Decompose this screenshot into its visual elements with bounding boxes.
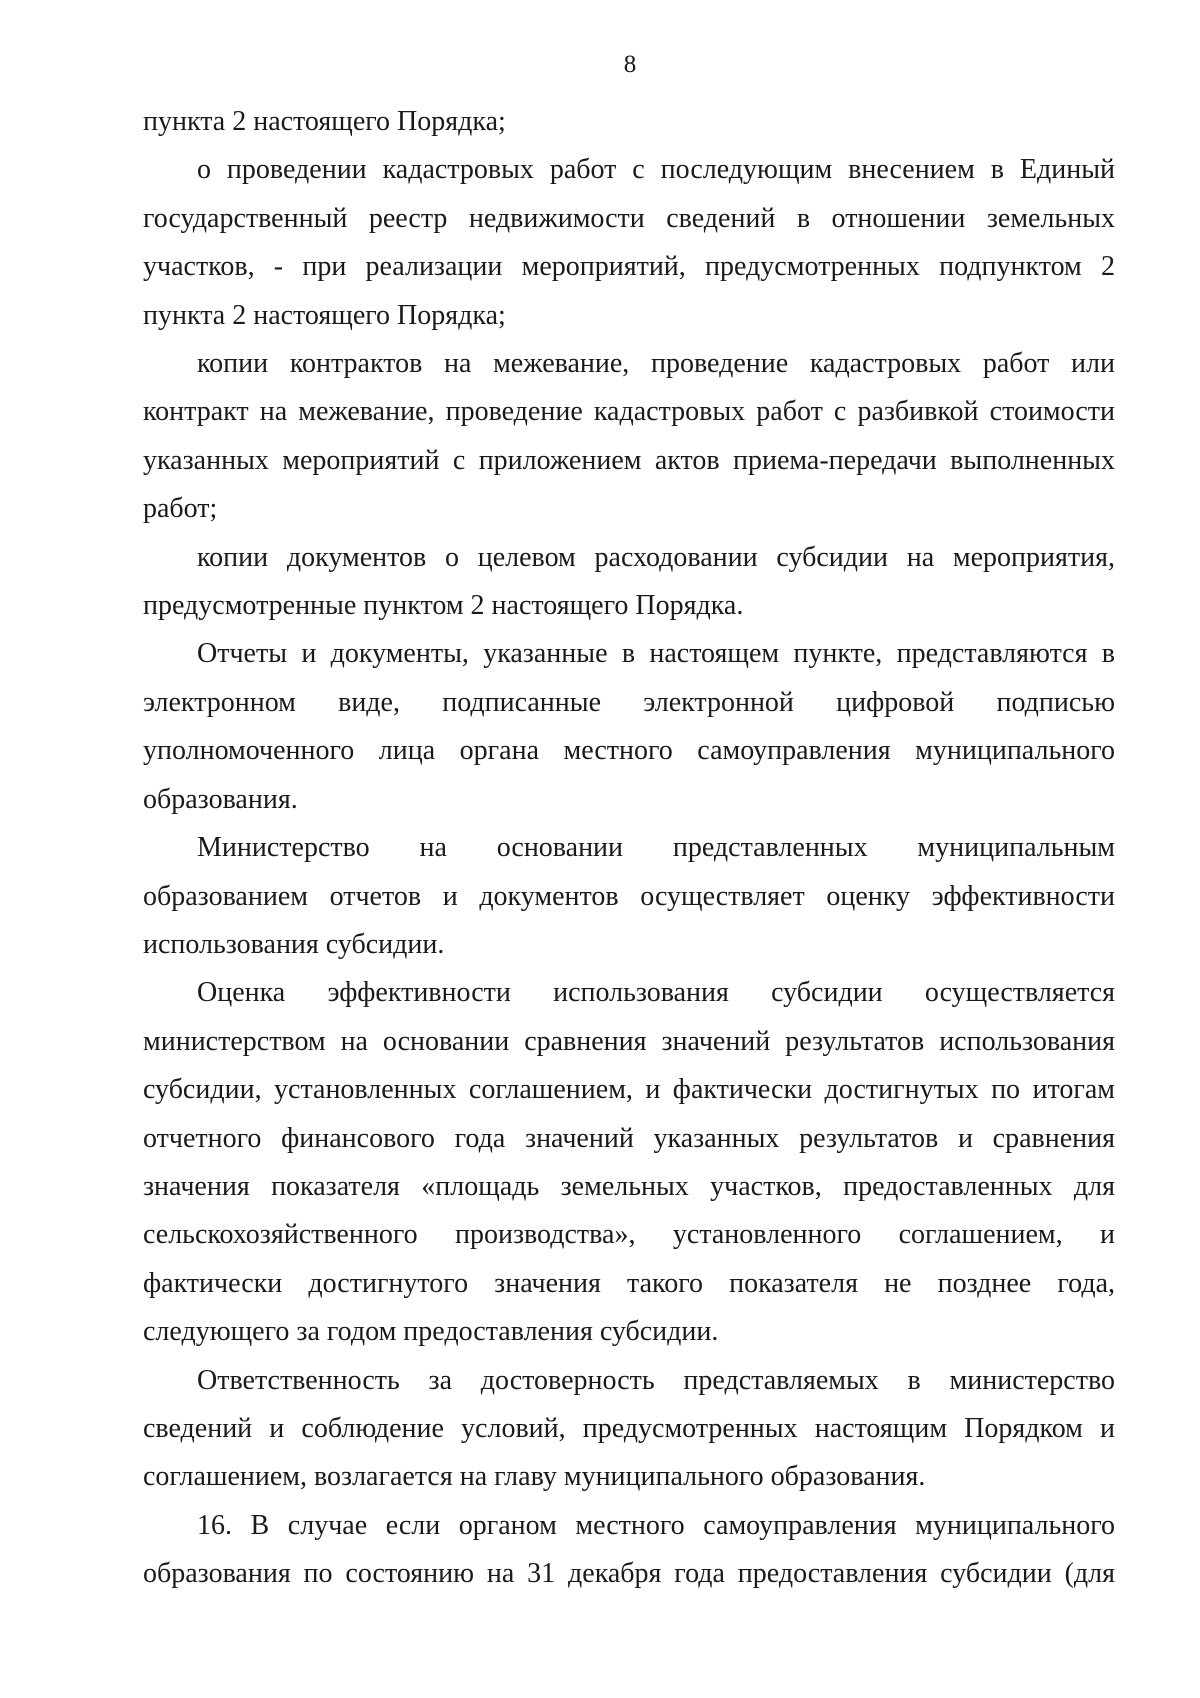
paragraph-responsibility: Ответственность за достоверность представляемых в министерство сведений и соблюдение условий, предусмотренных настоящим Порядком и соглашением, возлагается на главу муниципального образования. [143,1364,1115,1493]
paragraph-item-16: 16. В случае если органом местного самоуправления муниципального образования по состоянию на 31 декабря года предоставления субсидии (для [143,1509,1115,1590]
page-number: 8 [623,51,637,78]
paragraph-continuation: пункта 2 настоящего Порядка; [143,106,506,137]
paragraph-contract-copies: копии контрактов на межевание, проведение кадастровых работ или контракт на межевание, проведение кадастровых работ с разбивкой стоимости указанных мероприятий с приложением актов приема-передачи выполненных работ; [143,348,1115,525]
document-body [143,98,1115,1599]
paragraph-ministry-assessment: Министерство на основании представленных муниципальным образованием отчетов и документов осуществляет оценку эффективности использования субсидии. [143,832,1115,960]
paragraph-electronic-reports: Отчеты и документы, указанные в настоящем пункте, представляются в электронном виде, подписанные электронной цифровой подписью уполномоченного лица органа местного самоуправления муниципального образования. [143,638,1115,815]
paragraph-efficiency-evaluation: Оценка эффективности использования субсидии осуществляется министерством на основании сравнения значений результатов использования субсидии, установленных соглашением, и фактически достигнутых по итогам отчетного финансового года значений указанных результатов и сравнения значения показателя «площадь земельных участков, предоставленных для сельскохозяйственного производства», установленного соглашением, и фактически достигнутого значения такого показателя не позднее года, следующего за годом предоставления субсидии. [143,977,1115,1348]
paragraph-document-copies: копии документов о целевом расходовании субсидии на мероприятия, предусмотренные пунктом 2 настоящего Порядка. [143,541,1115,622]
paragraph-cadastral-works: о проведении кадастровых работ с последующим внесением в Единый государственный реестр недвижимости сведений в отношении земельных участков, - при реализации мероприятий, предусмотренных подпунктом 2 пункта 2 настоящего Порядка; [143,154,1115,331]
